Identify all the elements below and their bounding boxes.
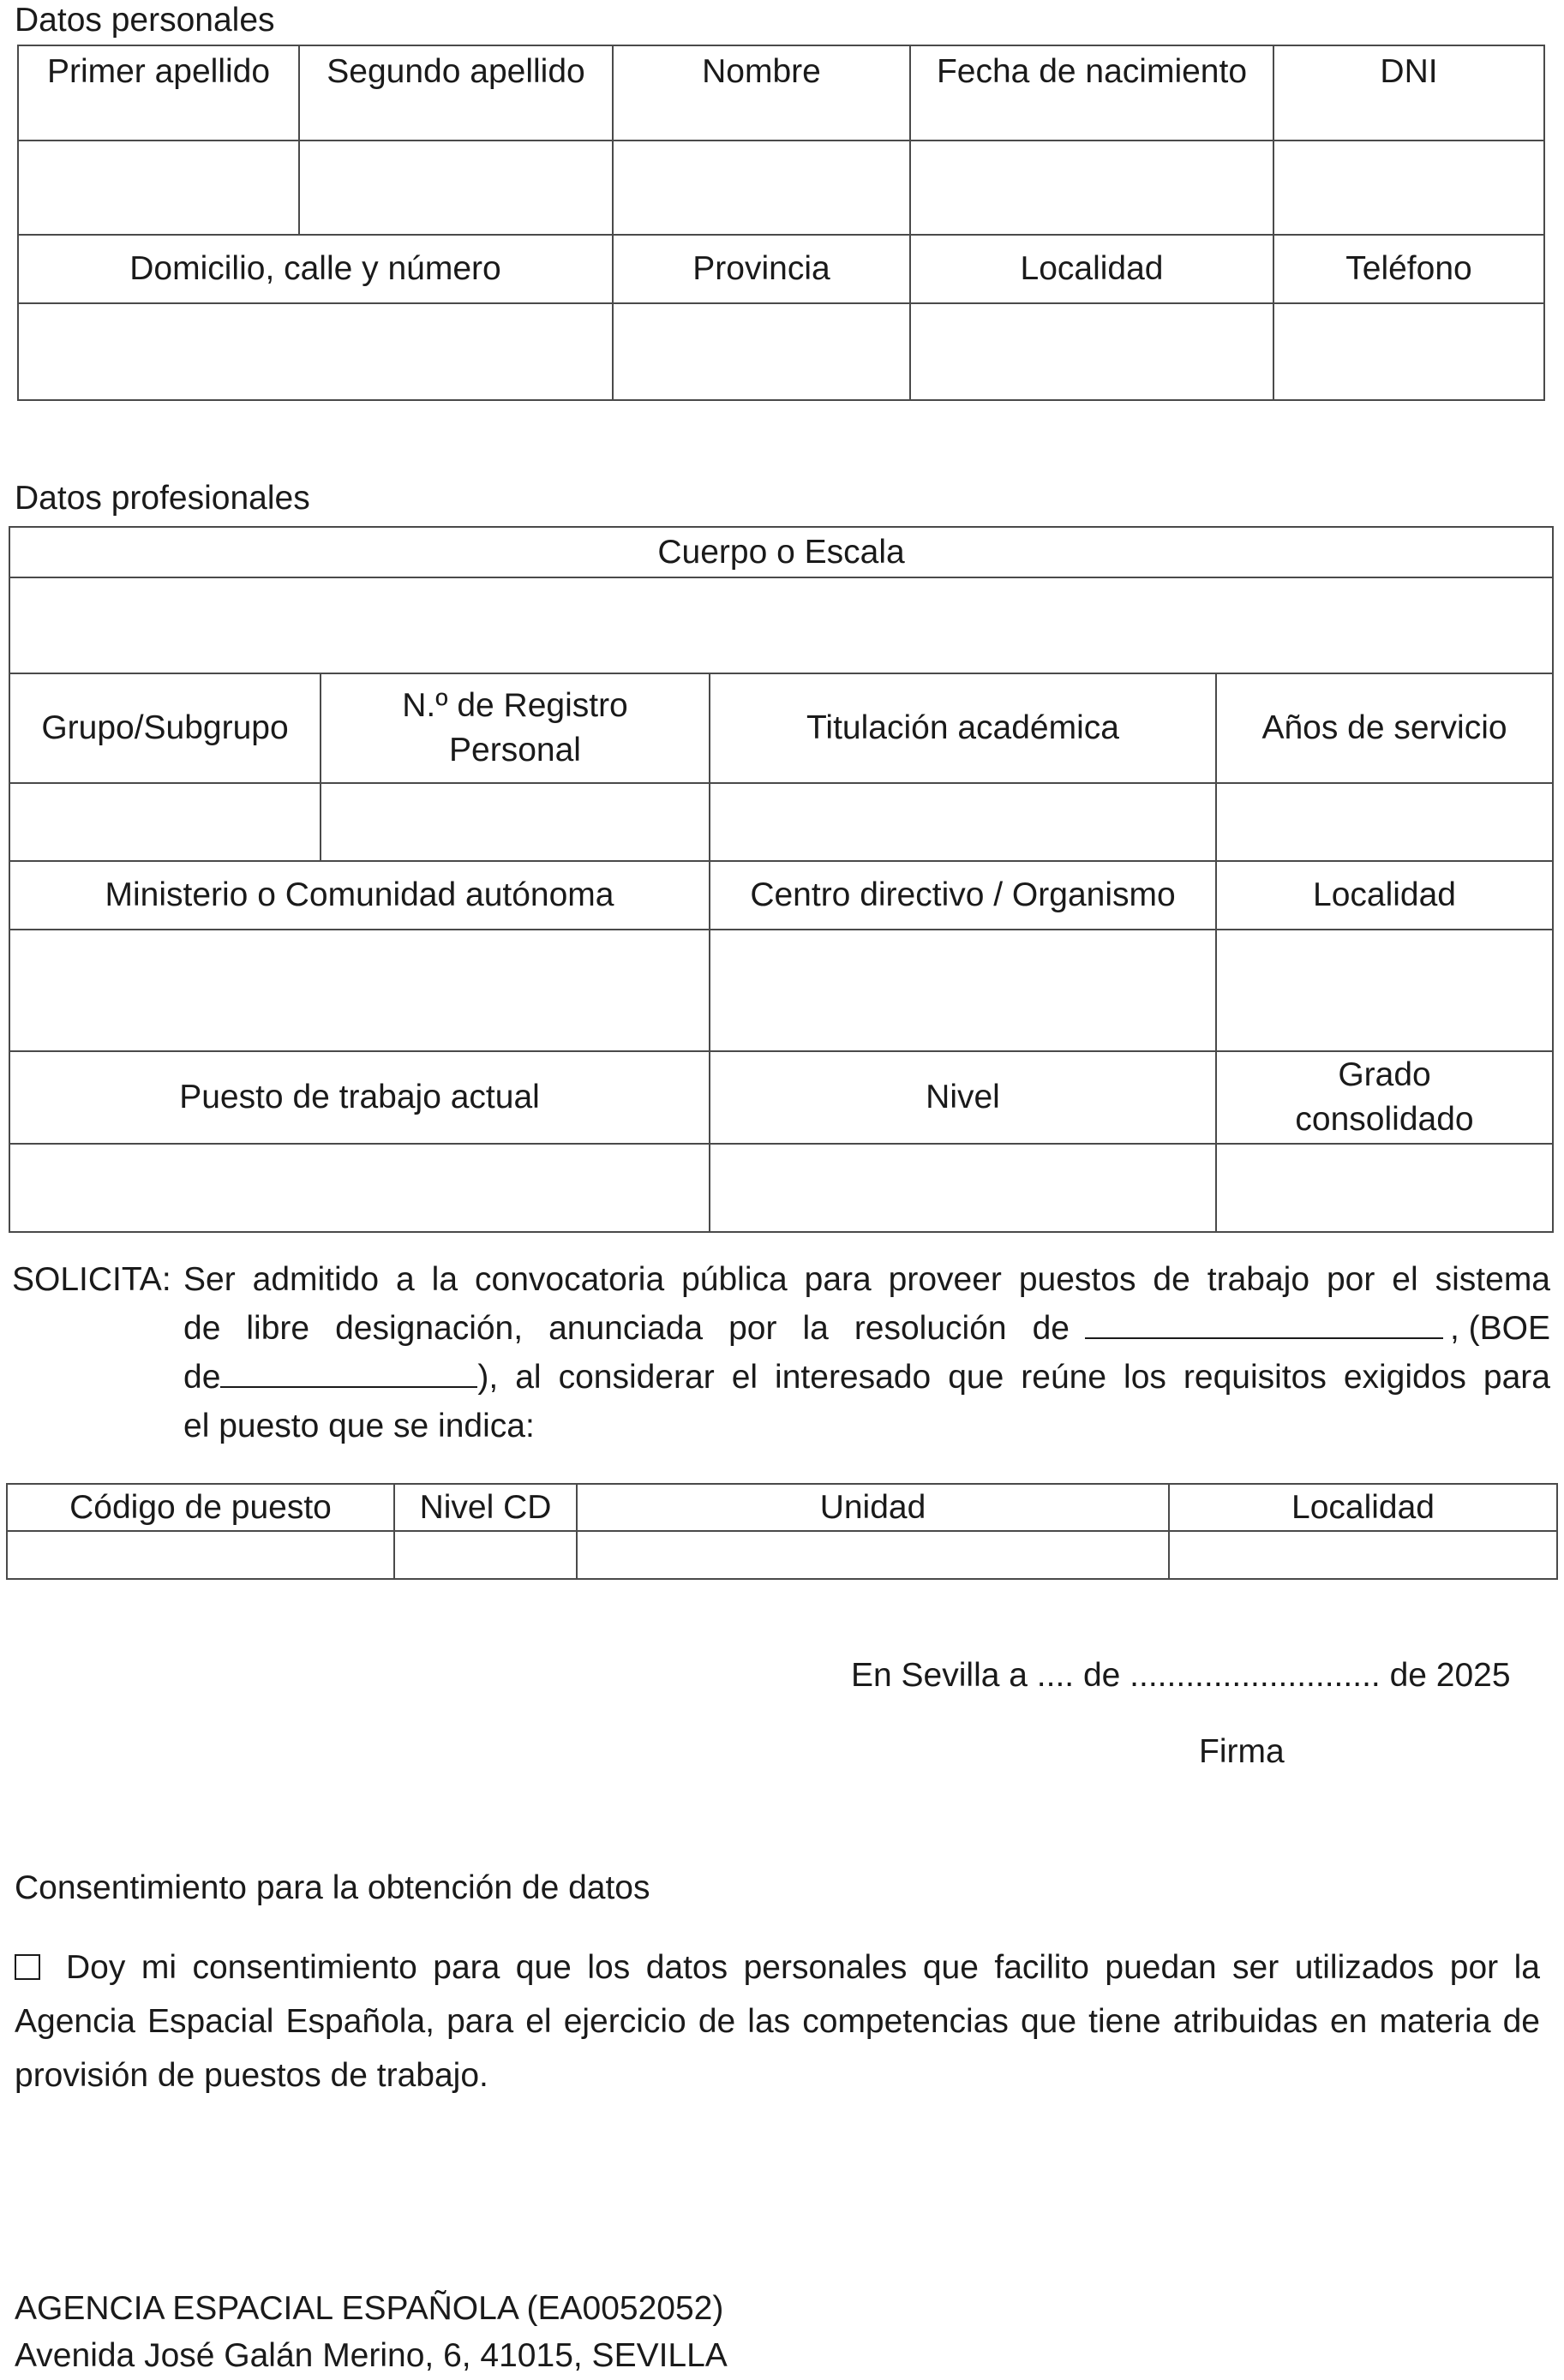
ministerio-header-row <box>9 861 1553 930</box>
header-grado-consolidado: Grado consolidado <box>1216 1051 1553 1144</box>
puesto-actual-header-row <box>9 1051 1553 1144</box>
consent-paragraph <box>15 1940 1540 2102</box>
address-header-row <box>18 235 1544 303</box>
header-fecha-nacimiento: Fecha de nacimiento <box>910 45 1273 141</box>
section-title-professional: Datos profesionales <box>15 480 310 517</box>
titulacion-field[interactable] <box>710 783 1216 861</box>
solicita-paragraph <box>12 1255 1550 1450</box>
grupo-header-row <box>9 673 1553 783</box>
solicita-label: SOLICITA: <box>12 1261 171 1298</box>
header-unidad: Unidad <box>577 1484 1169 1531</box>
header-provincia: Provincia <box>613 235 910 303</box>
anos-servicio-field[interactable] <box>1216 783 1553 861</box>
consent-title: Consentimiento para la obtención de datos <box>15 1869 650 1906</box>
personal-data-table <box>17 45 1545 401</box>
telefono-field[interactable] <box>1273 303 1544 400</box>
fecha-nacimiento-field[interactable] <box>910 141 1273 235</box>
puesto-actual-field[interactable] <box>9 1144 710 1232</box>
footer-agency: AGENCIA ESPACIAL ESPAÑOLA (EA0052052) <box>15 2290 724 2327</box>
header-cuerpo-escala: Cuerpo o Escala <box>9 527 1553 577</box>
header-registro-personal: N.º de Registro Personal <box>321 673 710 783</box>
solicita-line-4: el puesto que se indica: <box>183 1408 535 1444</box>
centro-directivo-field[interactable] <box>710 930 1216 1051</box>
address-input-row <box>18 303 1544 400</box>
consent-text: Doy mi consentimiento para que los datos personales que facilito puedan ser utilizados por la Agencia Espacial Española, para el ejercicio de las competencias que tiene atribuidas en materia de provisión de puestos de trabajo. <box>15 1949 1540 2094</box>
ministerio-input-row <box>9 930 1553 1051</box>
header-puesto-actual: Puesto de trabajo actual <box>9 1051 710 1144</box>
ministerio-field[interactable] <box>9 930 710 1051</box>
grupo-subgrupo-field[interactable] <box>9 783 321 861</box>
localidad-puesto-field[interactable] <box>1169 1531 1557 1579</box>
puesto-input-row <box>7 1531 1557 1579</box>
grupo-input-row <box>9 783 1553 861</box>
header-codigo-puesto: Código de puesto <box>7 1484 394 1531</box>
segundo-apellido-field[interactable] <box>299 141 613 235</box>
firma-label: Firma <box>1199 1733 1285 1770</box>
footer-address: Avenida José Galán Merino, 6, 41015, SEVILLA <box>15 2337 728 2374</box>
header-nivel-cd: Nivel CD <box>394 1484 577 1531</box>
puesto-actual-input-row <box>9 1144 1553 1232</box>
header-telefono: Teléfono <box>1273 235 1544 303</box>
header-dni: DNI <box>1273 45 1544 141</box>
puesto-header-row <box>7 1484 1557 1531</box>
cuerpo-input-row <box>9 577 1553 673</box>
boe-de-label: de <box>183 1359 221 1396</box>
codigo-puesto-field[interactable] <box>7 1531 394 1579</box>
boe-date-blank[interactable] <box>220 1354 477 1388</box>
nombre-field[interactable] <box>613 141 910 235</box>
nivel-cd-field[interactable] <box>394 1531 577 1579</box>
personal-input-row <box>18 141 1544 235</box>
domicilio-field[interactable] <box>18 303 613 400</box>
grado-consolidado-field[interactable] <box>1216 1144 1553 1232</box>
professional-data-table <box>9 526 1554 1233</box>
localidad-field[interactable] <box>910 303 1273 400</box>
localidad-prof-field[interactable] <box>1216 930 1553 1051</box>
header-localidad-prof: Localidad <box>1216 861 1553 930</box>
registro-personal-field[interactable] <box>321 783 710 861</box>
header-segundo-apellido: Segundo apellido <box>299 45 613 141</box>
primer-apellido-field[interactable] <box>18 141 299 235</box>
dni-field[interactable] <box>1273 141 1544 235</box>
puesto-table <box>6 1483 1558 1580</box>
section-title-personal: Datos personales <box>15 2 275 39</box>
header-primer-apellido: Primer apellido <box>18 45 299 141</box>
unidad-field[interactable] <box>577 1531 1169 1579</box>
consent-checkbox[interactable] <box>15 1954 40 1980</box>
solicita-line-1: Ser admitido a la convocatoria pública para proveer puestos de trabajo por el sistema <box>183 1261 1550 1298</box>
cuerpo-escala-field[interactable] <box>9 577 1553 673</box>
solicita-line-3: ), al considerar el interesado que reúne los requisitos exigidos para <box>477 1359 1550 1396</box>
header-titulacion: Titulación académica <box>710 673 1216 783</box>
header-grupo-subgrupo: Grupo/Subgrupo <box>9 673 321 783</box>
cuerpo-header-row <box>9 527 1553 577</box>
provincia-field[interactable] <box>613 303 910 400</box>
header-ministerio: Ministerio o Comunidad autónoma <box>9 861 710 930</box>
header-localidad: Localidad <box>910 235 1273 303</box>
nivel-field[interactable] <box>710 1144 1216 1232</box>
header-localidad-puesto: Localidad <box>1169 1484 1557 1531</box>
boe-open: , (BOE <box>1449 1310 1550 1347</box>
solicita-line-2: de libre designación, anunciada por la resolución de <box>183 1310 1070 1347</box>
personal-header-row <box>18 45 1544 141</box>
header-centro-directivo: Centro directivo / Organismo <box>710 861 1216 930</box>
header-anos-servicio: Años de servicio <box>1216 673 1553 783</box>
date-line: En Sevilla a .... de ........................... de 2025 <box>851 1657 1511 1694</box>
resolucion-blank[interactable] <box>1085 1305 1443 1339</box>
header-nivel: Nivel <box>710 1051 1216 1144</box>
header-nombre: Nombre <box>613 45 910 141</box>
header-domicilio: Domicilio, calle y número <box>18 235 613 303</box>
